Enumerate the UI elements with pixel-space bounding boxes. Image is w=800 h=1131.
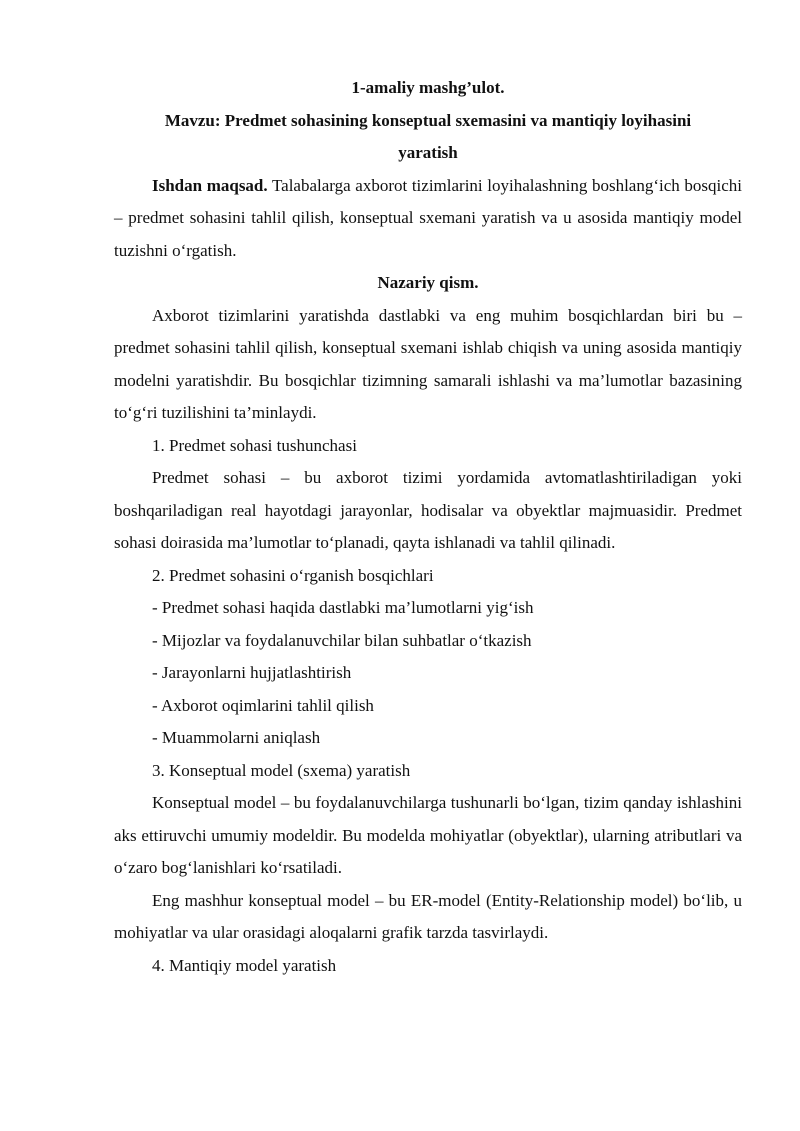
goal-lead: Ishdan maqsad.: [152, 175, 268, 195]
section-1-heading: 1. Predmet sohasi tushunchasi: [152, 435, 357, 455]
section-2-heading: 2. Predmet sohasini o‘rganish bosqichlari: [152, 565, 434, 585]
list-item: - Muammolarni aniqlash: [152, 728, 321, 747]
document-title: 1-amaliy mashg’ulot.: [351, 78, 505, 97]
topic-line-2: yaratish: [398, 143, 458, 162]
section-1-paragraph: Predmet sohasi – bu axborot tizimi yordamida avtomatlashtiriladigan yoki boshqariladigan real hayotdagi jarayonlar, hodisalar va obyektlar majmuasidir. Predmet sohasi doirasida ma’lumotlar to‘planadi, qayta ishlanadi va tahlil qilinadi.: [114, 468, 742, 552]
goal-text: Talabalarga axborot tizimlarini loyihalashning boshlang‘ich bosqichi – predmet sohasini tahlil qilish, konseptual sxemani yaratish va u asosida mantiqiy model tuzishni o‘rgatish.: [114, 175, 742, 260]
document-page: [114, 72, 742, 982]
intro-paragraph: Axborot tizimlarini yaratishda dastlabki va eng muhim bosqichlardan biri bu – predmet sohasini tahlil qilish, konseptual sxemani ishlab chiqish va uning asosida mantiqiy modelni yaratishdir. Bu bosqichlar tizimning samarali ishlashi va ma’lumotlar bazasining to‘g‘ri tuzilishini ta’minlaydi.: [114, 305, 742, 422]
section-3-heading: 3. Konseptual model (sxema) yaratish: [152, 760, 411, 780]
list-item: - Axborot oqimlarini tahlil qilish: [152, 695, 374, 715]
list-item: - Mijozlar va foydalanuvchilar bilan suhbatlar o‘tkazish: [152, 630, 532, 650]
section-3-paragraph-1: Konseptual model – bu foydalanuvchilarga tushunarli bo‘lgan, tizim qanday ishlashini aks ettiruvchi umumiy modeldir. Bu modelda mohiyatlar (obyektlar), ularning atributlari va o‘zaro bog‘lanishlari ko‘rsatiladi.: [114, 793, 742, 877]
section-4-heading: 4. Mantiqiy model yaratish: [152, 955, 337, 975]
goal-paragraph: [114, 170, 742, 268]
list-item: - Predmet sohasi haqida dastlabki ma’lumotlarni yig‘ish: [152, 598, 534, 617]
topic-line-1: Mavzu: Predmet sohasining konseptual sxemasini va mantiqiy loyihasini: [164, 110, 692, 130]
list-item: - Jarayonlarni hujjatlashtirish: [152, 663, 352, 682]
section-3-paragraph-2: Eng mashhur konseptual model – bu ER-model (Entity-Relationship model) bo‘lib, u mohiyatlar va ular orasidagi aloqalarni grafik tarzda tasvirlaydi.: [114, 890, 742, 942]
theory-heading: Nazariy qism.: [377, 273, 479, 292]
